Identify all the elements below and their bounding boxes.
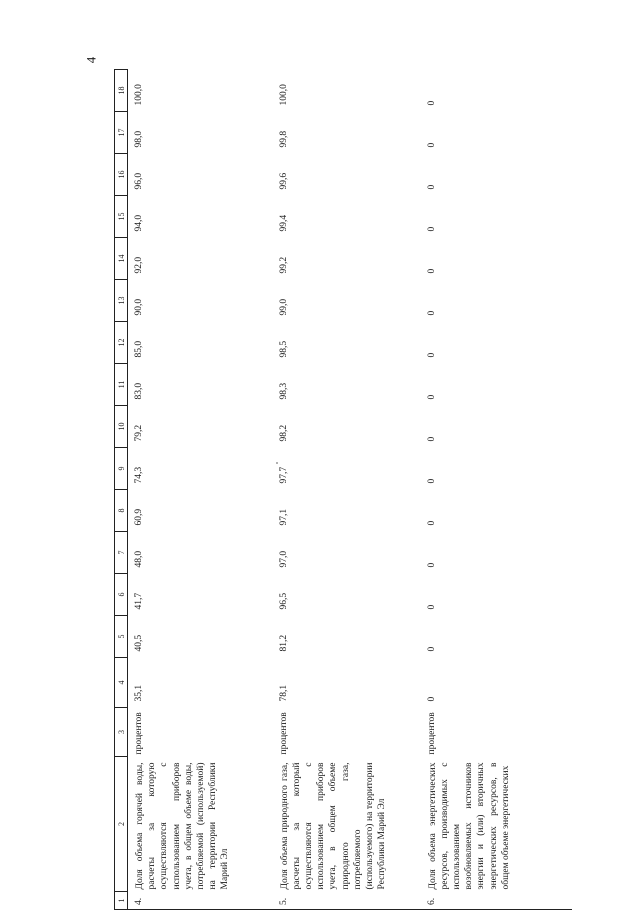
value-cell: 0 — [426, 478, 437, 484]
col-header-16: 16 — [115, 154, 128, 196]
unit-cell: процентов — [134, 712, 144, 755]
value-cell: 78,1 — [278, 684, 289, 702]
value-cell: 92,0 — [134, 256, 144, 274]
indicators-table — [114, 69, 572, 910]
unit-cell: процентов — [426, 712, 437, 755]
value-cell: 0 — [426, 604, 437, 610]
value-cell: 90,0 — [134, 298, 144, 316]
value-cell: 99,8 — [278, 130, 289, 148]
value-cell: 96,5 — [278, 592, 289, 610]
indicator-name: Доля объема энергетических ресурсов, производимых с использованием возобновляемых источников энергии и (или) вторичных энергетических ресурсов, в общем объеме энергетических — [427, 762, 511, 890]
col-header-8: 8 — [115, 490, 128, 532]
value-cell: 35,1 — [134, 684, 144, 702]
value-cell: 83,0 — [134, 382, 144, 400]
value-cell: 100,0 — [134, 84, 144, 106]
col-header-1: 1 — [115, 892, 128, 910]
value-cell: 99,2 — [278, 256, 289, 274]
value-cell: 99,4 — [278, 214, 289, 232]
value-cell: 98,0 — [134, 130, 144, 148]
value-cell: 0 — [426, 268, 437, 274]
row-number: 6. — [424, 892, 572, 910]
value-cell: 0 — [426, 142, 437, 148]
indicators-table-rotated — [114, 70, 619, 910]
col-header-6: 6 — [115, 574, 128, 616]
col-header-15: 15 — [115, 196, 128, 238]
value-cell: 81,2 — [278, 634, 289, 652]
value-cell: 0 — [426, 436, 437, 442]
row-number: 5. — [276, 892, 424, 910]
table-row-5 — [276, 70, 424, 910]
value-cell: 79,2 — [134, 424, 144, 442]
col-header-7: 7 — [115, 532, 128, 574]
value-cell: 94,0 — [134, 214, 144, 232]
page-number: 4 — [83, 56, 99, 64]
value-cell: 99,0 — [278, 298, 289, 316]
col-header-2: 2 — [115, 757, 128, 892]
value-cell: 0 — [426, 184, 437, 190]
col-header-17: 17 — [115, 112, 128, 154]
value-cell: 100,0 — [278, 84, 289, 106]
value-cell: 85,0 — [134, 340, 144, 358]
table-row-6 — [424, 70, 572, 910]
value-cell: 41,7 — [134, 592, 144, 610]
value-cell: 0 — [426, 562, 437, 568]
value-cell: 98,3 — [278, 382, 289, 400]
value-cell: 97,7 — [278, 466, 289, 484]
col-header-5: 5 — [115, 616, 128, 658]
col-header-18: 18 — [115, 70, 128, 112]
value-cell: 96,0 — [134, 172, 144, 190]
value-cell: 98,2 — [278, 424, 289, 442]
col-header-9: 9 — [115, 448, 128, 490]
col-header-13: 13 — [115, 280, 128, 322]
value-cell: 97,1 — [278, 508, 289, 526]
value-cell: 0 — [426, 310, 437, 316]
value-cell: 0 — [426, 352, 437, 358]
col-header-3: 3 — [115, 708, 128, 757]
value-cell: 0 — [426, 226, 437, 232]
indicator-name: Доля объема горячей воды, расчеты за которую осуществляются с использованием приборов учета, в общем объеме воды, потребляемой (используемой) на территории Республики Марий Эл — [135, 762, 231, 890]
table-row-4 — [128, 70, 276, 910]
column-number-row — [115, 70, 128, 910]
value-cell: 48,0 — [134, 550, 144, 568]
value-cell: 0 — [426, 520, 437, 526]
value-cell: 0 — [426, 100, 437, 106]
col-header-14: 14 — [115, 238, 128, 280]
value-cell: 98,5 — [278, 340, 289, 358]
value-cell: 0 — [426, 696, 437, 702]
value-cell: 97,0 — [278, 550, 289, 568]
col-header-10: 10 — [115, 406, 128, 448]
unit-cell: процентов — [278, 712, 289, 755]
value-cell: 60,9 — [134, 508, 144, 526]
value-cell: 0 — [426, 394, 437, 400]
row-number: 4. — [128, 892, 276, 910]
value-cell: 74,3 — [134, 466, 144, 484]
col-header-12: 12 — [115, 322, 128, 364]
col-header-4: 4 — [115, 658, 128, 708]
col-header-11: 11 — [115, 364, 128, 406]
value-cell: 99,6 — [278, 172, 289, 190]
indicator-name: Доля объема природного газа, расчеты за который осуществляются с использованием приборов учета, в общем объеме природного газа, потребляемого (используемого) на территории Республики Марий Эл — [279, 762, 388, 890]
value-cell: 0 — [426, 646, 437, 652]
value-cell: 40,5 — [134, 634, 144, 652]
